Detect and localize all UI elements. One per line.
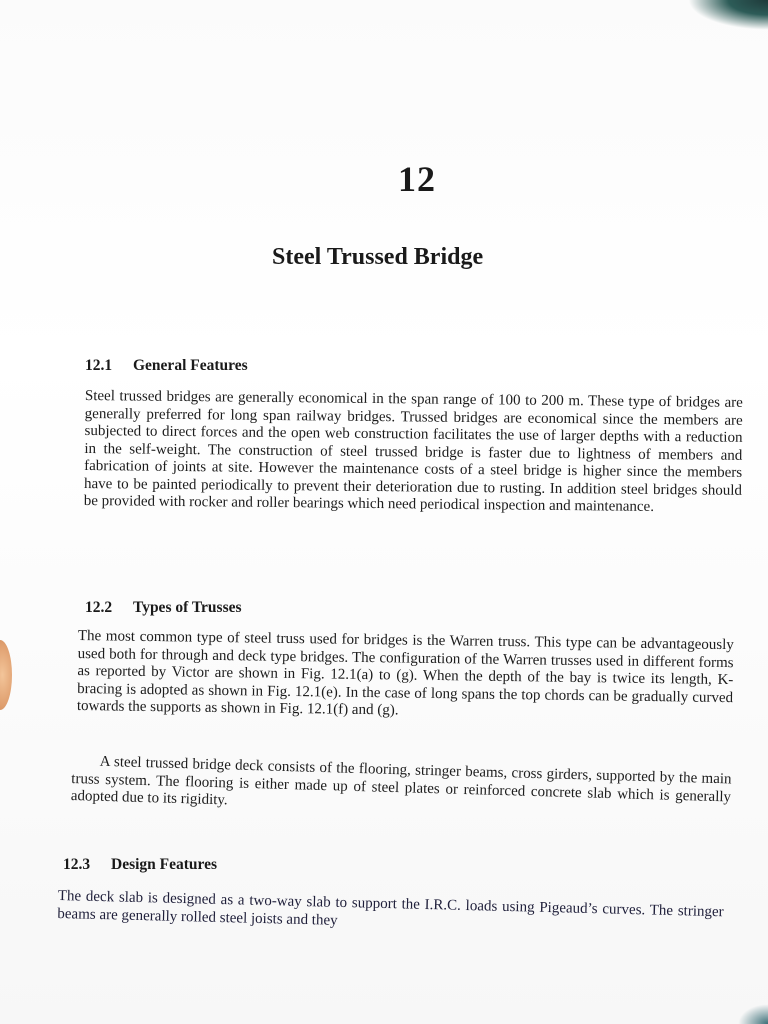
thumb-holding-page: [0, 640, 12, 710]
paragraph-types-of-trusses-1: The most common type of steel truss used for bridges is the Warren truss. This type can be advantageously used both for through and deck type bridges. The configuration of the Warren trusses used in different forms as reported by Victor are shown in Fig. 12.1(a) to (g). When the depth of the bay is twice its length, K-bracing is adopted as shown in Fig. 12.1(e). In the case of long spans the top chords can be gradually curved towards the supports as shown in Fig. 12.1(f) and (g).: [76, 628, 734, 719]
section-number: 12.3: [63, 856, 91, 873]
section-title: General Features: [133, 357, 248, 374]
section-title: Types of Trusses: [133, 599, 242, 616]
chapter-title: Steel Trussed Bridge: [272, 244, 484, 270]
chapter-number: 12: [398, 159, 436, 199]
paragraph-general-features: Steel trussed bridges are generally economical in the span range of 100 to 200 m. These type of bridges are generally preferred for long span railway bridges. Trussed bridges are economical since the members are subjected to direct forces and the open web construction facilitates the use of larger depths with a reduction in the self-weight. The construction of steel trussed bridge is faster due to lightness of members and fabrication of joints at site. However the maintenance costs of a steel bridge is higher since the members have to be painted periodically to prevent their deterioration due to rusting. In addition steel bridges should be provided with rocker and roller bearings which need periodical inspection and maintenance.: [83, 388, 743, 515]
section-heading-types-of-trusses: [85, 599, 242, 617]
section-number: 12.1: [85, 357, 113, 374]
background-corner-bottom-right: [738, 1004, 768, 1024]
background-corner-top-right: [688, 0, 768, 30]
section-heading-design-features: [63, 856, 217, 874]
section-heading-general-features: [85, 357, 248, 375]
section-title: Design Features: [111, 856, 218, 873]
paragraph-types-of-trusses-2: A steel trussed bridge deck consists of the flooring, stringer beams, cross girders, supported by the main truss system. The flooring is either made up of steel plates or reinforced concrete slab which is generally adopted due to its rigidity.: [70, 753, 732, 809]
paragraph-design-features: The deck slab is designed as a two-way slab to support the I.R.C. loads using Pigeaud’s curves. The stringer beams are generally rolled steel joists and they: [57, 888, 724, 929]
section-number: 12.2: [85, 599, 113, 616]
